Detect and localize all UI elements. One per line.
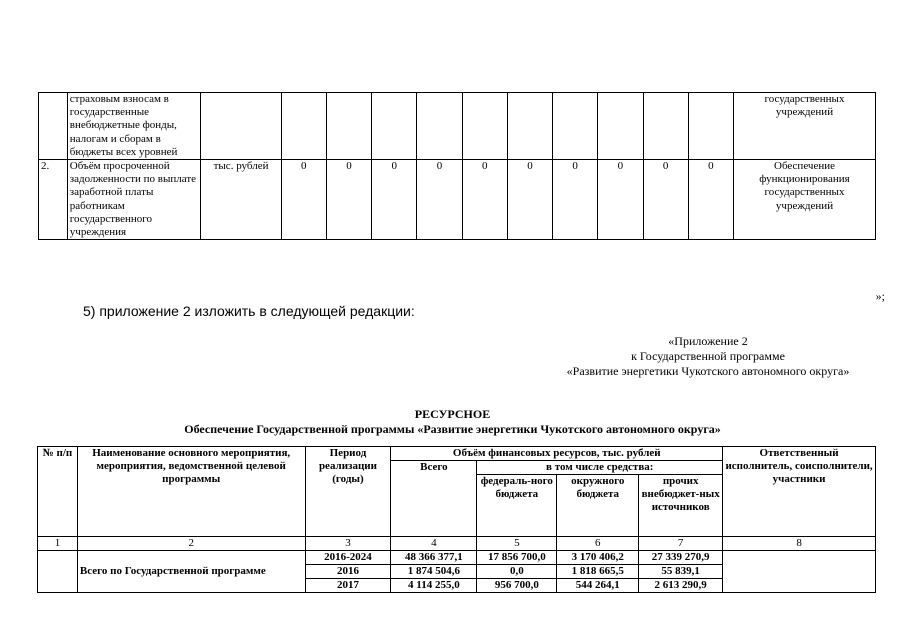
header-including: в том числе средства:	[477, 461, 723, 475]
column-number: 6	[557, 537, 639, 551]
header-volume: Объём финансовых ресурсов, тыс. рублей	[391, 447, 723, 461]
funding-period: 2016	[305, 565, 391, 579]
indicator-value: 0	[417, 160, 462, 240]
indicator-unit: тыс. рублей	[201, 160, 281, 240]
indicator-responsible: Обеспечение функционирования государственных учреждений	[734, 160, 876, 240]
indicator-value	[462, 93, 507, 160]
column-number: 3	[305, 537, 391, 551]
indicator-value: 0	[507, 160, 552, 240]
funding-district: 544 264,1	[557, 579, 639, 593]
indicator-value	[553, 93, 598, 160]
amendment-instruction: 5) приложение 2 изложить в следующей редакции:	[83, 303, 415, 319]
funding-federal: 956 700,0	[477, 579, 557, 593]
appendix-caption	[548, 334, 868, 379]
indicator-value	[372, 93, 417, 160]
header-federal: федераль-ного бюджета	[477, 475, 557, 537]
header-num: № п/п	[38, 447, 78, 537]
column-numbers-row	[38, 537, 876, 551]
header-other: прочих внебюджет-ных источников	[639, 475, 723, 537]
column-number: 8	[723, 537, 876, 551]
funding-district: 1 818 665,5	[557, 565, 639, 579]
indicator-value: 0	[598, 160, 643, 240]
funding-district: 3 170 406,2	[557, 551, 639, 565]
header-district: окружного бюджета	[557, 475, 639, 537]
indicator-value	[281, 93, 326, 160]
indicator-value	[326, 93, 371, 160]
indicator-value	[507, 93, 552, 160]
indicator-value: 0	[281, 160, 326, 240]
group-num-cell	[38, 551, 78, 593]
group-label: Всего по Государственной программе	[77, 551, 305, 593]
funding-row	[38, 551, 876, 565]
funding-total: 48 366 377,1	[391, 551, 477, 565]
appendix-caption-line: «Развитие энергетики Чукотского автономного округа»	[566, 364, 850, 378]
resource-title	[0, 407, 905, 437]
closing-quote: »;	[875, 289, 885, 303]
indicator-value: 0	[643, 160, 688, 240]
appendix-caption-line: «Приложение 2	[668, 334, 748, 348]
header-responsible: Ответственный исполнитель, соисполнители, участники	[723, 447, 876, 537]
column-number: 4	[391, 537, 477, 551]
header-period: Период реализации (годы)	[305, 447, 391, 537]
indicator-value: 0	[553, 160, 598, 240]
indicator-row	[39, 160, 876, 240]
funding-total: 4 114 255,0	[391, 579, 477, 593]
indicator-name: страховым взносам в государственные внебюджетные фонды, налогам и сборам в бюджеты всех уровней	[67, 93, 201, 160]
funding-total: 1 874 504,6	[391, 565, 477, 579]
funding-period: 2016-2024	[305, 551, 391, 565]
column-number: 7	[639, 537, 723, 551]
indicator-value: 0	[462, 160, 507, 240]
column-number: 2	[77, 537, 305, 551]
indicator-responsible: государственных учреждений	[734, 93, 876, 160]
indicator-name: Объём просроченной задолженности по выплате заработной платы работникам государственного учреждения	[67, 160, 201, 240]
funding-other: 27 339 270,9	[639, 551, 723, 565]
funding-other: 2 613 290,9	[639, 579, 723, 593]
funding-other: 55 839,1	[639, 565, 723, 579]
indicators-table-continuation	[38, 92, 876, 240]
funding-period: 2017	[305, 579, 391, 593]
resource-title-line: РЕСУРСНОЕ	[414, 407, 491, 421]
indicator-value	[417, 93, 462, 160]
indicator-value	[643, 93, 688, 160]
appendix-caption-line: к Государственной программе	[631, 349, 785, 363]
resources-table	[37, 446, 876, 593]
indicator-value	[598, 93, 643, 160]
header-total: Всего	[391, 461, 477, 537]
header-name: Наименование основного мероприятия, мероприятия, ведомственной целевой программы	[77, 447, 305, 537]
indicator-value: 0	[326, 160, 371, 240]
indicator-value: 0	[688, 160, 733, 240]
column-number: 5	[477, 537, 557, 551]
row-number	[39, 93, 68, 160]
indicator-unit	[201, 93, 281, 160]
column-number: 1	[38, 537, 78, 551]
funding-federal: 17 856 700,0	[477, 551, 557, 565]
indicator-value	[688, 93, 733, 160]
group-responsible-cell	[723, 551, 876, 593]
indicator-row	[39, 93, 876, 160]
indicator-value: 0	[372, 160, 417, 240]
resource-title-line: Обеспечение Государственной программы «Развитие энергетики Чукотского автономного округа»	[184, 422, 721, 436]
funding-federal: 0,0	[477, 565, 557, 579]
row-number: 2.	[39, 160, 68, 240]
